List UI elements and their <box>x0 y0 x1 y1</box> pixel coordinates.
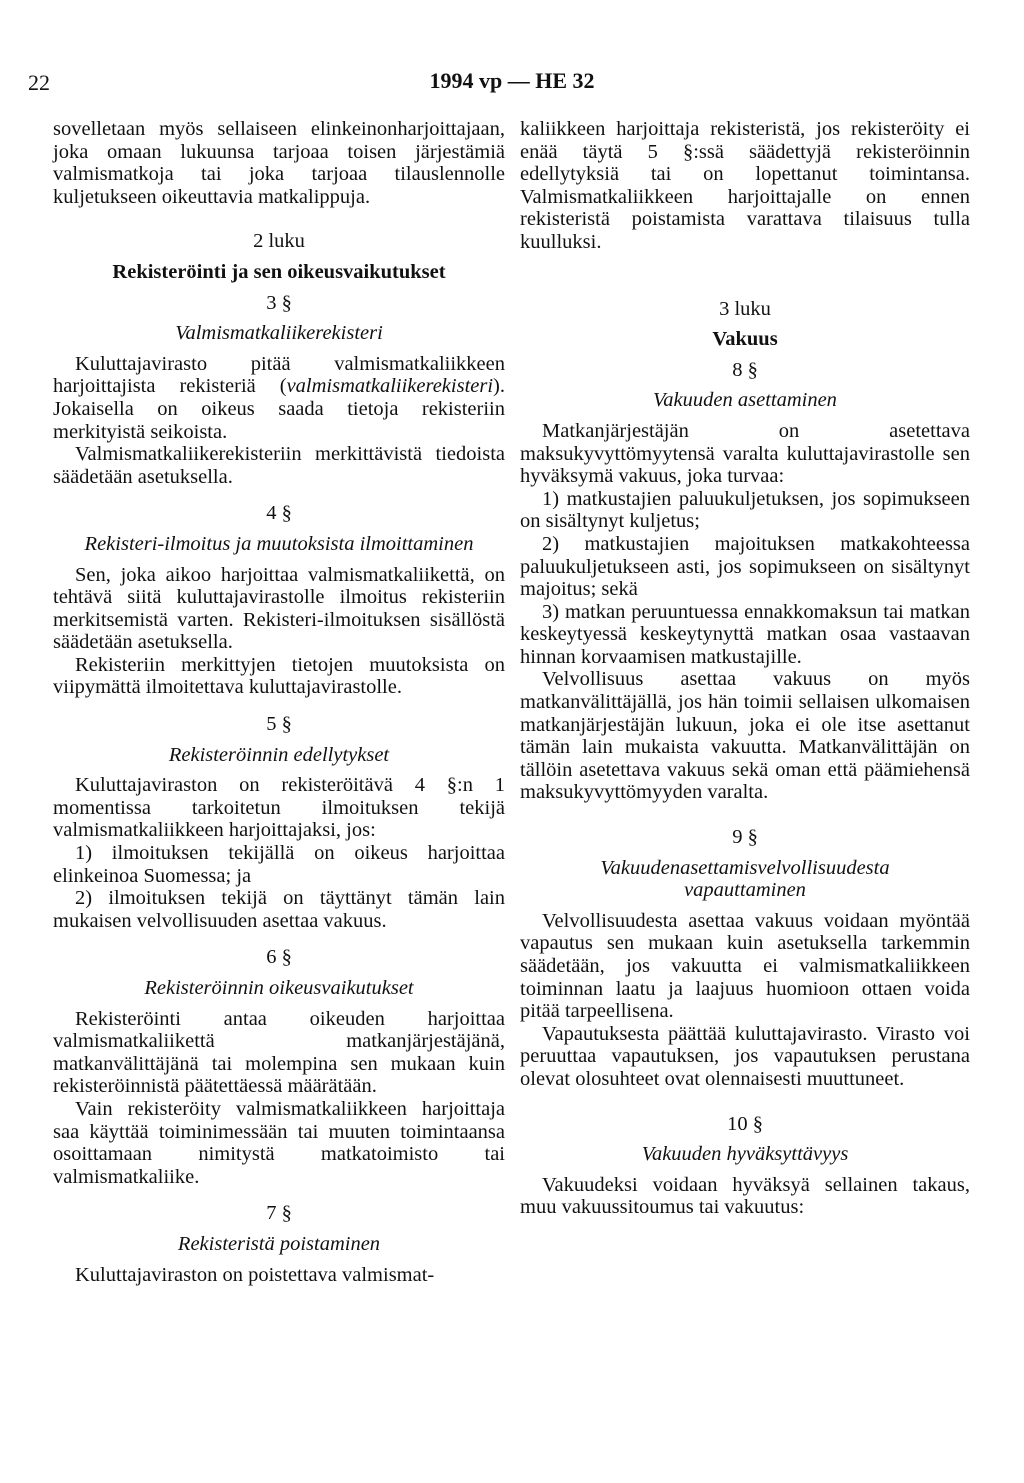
section-5-item-2: 2) ilmoituksen tekijä on täyttänyt tämän lain mukaisen velvollisuuden asettaa vakuus. <box>53 887 505 932</box>
section-6-number: 6 § <box>266 946 292 969</box>
section-10-title: Vakuuden hyväksyttävyys <box>641 1143 849 1166</box>
section-7-number: 7 § <box>266 1202 292 1225</box>
section-4-title: Rekisteri-ilmoitus ja muutoksista ilmoittaminen <box>84 532 474 555</box>
section-3-text-b: ). Jokaisella on oikeus saada tietoja rekisteriin merkityistä seikoista. <box>53 375 505 443</box>
section-4-paragraph-1: Sen, joka aikoo harjoittaa valmismatkaliikettä, on tehtävä siitä kuluttajavirastolle ilmoitus rekisteriin merkitsemistä varten. Rekisteri-ilmoituksen sisällöstä säädetään asetuksella. <box>53 563 505 654</box>
section-3-text-a: Kuluttajavirasto pitää valmismatkaliikkeen harjoittajista rekisteriä ( <box>53 352 505 398</box>
running-title: 1994 vp — HE 32 <box>429 68 595 93</box>
section-7-title: Rekisteristä poistaminen <box>177 1232 381 1255</box>
chapter-3-number: 3 luku <box>719 297 771 320</box>
section-5-item-1: 1) ilmoituksen tekijällä on oikeus harjoittaa elinkeinoa Suomessa; ja <box>53 842 505 887</box>
section-8-item-3: 3) matkan peruuntuessa ennakkomaksun tai matkan keskeytyessä keskeytynyttä matkan osaa vastaavan hinnan korvaamisen matkustajille. <box>520 600 970 668</box>
section-4-paragraph-2: Rekisteriin merkittyjen tietojen muutoksista on viipymättä ilmoitettava kuluttajavirastolle. <box>53 653 505 699</box>
section-5-number: 5 § <box>266 713 292 736</box>
right-column <box>520 118 970 1219</box>
section-3-italic-term: valmismatkaliikerekisteri <box>286 375 494 398</box>
section-6-paragraph-1: Rekisteröinti antaa oikeuden harjoittaa valmismatkaliikettä matkanjärjestäjänä, matkanvälittäjänä tai molempina sen mukaan kuin rekisteröinnistä päätettäessä määrätään. <box>53 1007 505 1098</box>
page-number: 22 <box>28 70 50 95</box>
section-5-title: Rekisteröinnin edellytykset <box>168 743 390 766</box>
section-8-item-2: 2) matkustajien majoituksen matkakohteessa paluukuljetukseen asti, jos sopimukseen on sisältynyt majoitus; sekä <box>520 532 970 601</box>
continued-paragraph: kaliikkeen harjoittaja rekisteristä, jos rekisteröity ei enää täytä 5 §:ssä säädettyjä rekisteröinnin edellytyksiä tai on lopettanut toimintansa. Valmismatkaliikkeen harjoittajalle on ennen rekisteristä poistamista varattava tilaisuus tulla kuulluksi. <box>520 118 970 253</box>
section-9-paragraph-1: Velvollisuudesta asettaa vakuus voidaan myöntää vapautus sen mukaan kuin asetuksella tarkemmin säädetään, jos vakuutta ei valmismatkaliikkeen toiminnan laatu ja laajuus huomioon ottaen voida pitää tarpeellisena. <box>520 909 970 1023</box>
section-6-title: Rekisteröinnin oikeusvaikutukset <box>144 977 414 999</box>
section-3-paragraph-2: Valmismatkaliikerekisteriin merkittävistä tiedoista säädetään asetuksella. <box>53 443 505 488</box>
section-7-paragraph-1: Kuluttajaviraston on poistettava valmismat- <box>75 1263 435 1286</box>
section-10-number: 10 § <box>727 1112 763 1135</box>
section-8-paragraph-1: Matkanjärjestäjän on asetettava maksukyvyttömyytensä varalta kuluttajavirastolle sen hyväksymä vakuus, joka turvaa: <box>520 419 970 488</box>
chapter-2-number: 2 luku <box>253 230 305 253</box>
section-9-title-line-2: vapauttaminen <box>684 879 806 902</box>
left-column <box>53 118 505 1286</box>
section-8-title: Vakuuden asettaminen <box>653 389 837 412</box>
section-3-title: Valmismatkaliikerekisteri <box>175 322 383 345</box>
section-8-number: 8 § <box>732 358 758 381</box>
section-9-number: 9 § <box>732 826 758 849</box>
section-9-title-line-1: Vakuudenasettamisvelvollisuudesta <box>600 856 890 879</box>
section-4-number: 4 § <box>266 502 292 525</box>
section-6-paragraph-2: Vain rekisteröity valmismatkaliikkeen harjoittaja saa käyttää toiminimessään tai muuten toimintaansa osoittamaan nimitystä matkatoimisto tai valmismatkaliike. <box>53 1097 505 1188</box>
chapter-3-title: Vakuus <box>712 328 778 351</box>
section-3-number: 3 § <box>266 291 292 314</box>
section-8-paragraph-2: Velvollisuus asettaa vakuus on myös matkanvälittäjällä, jos hän toimii sellaisen ulkomaisen matkanjärjestäjän lukuun, joka ei ole itse asettanut tämän lain mukaista vakuutta. Matkanvälittäjän on tällöin asetettava vakuus sekä oman että päämiehensä maksukyvyttömyyden varalta. <box>520 668 970 804</box>
intro-paragraph: sovelletaan myös sellaiseen elinkeinonharjoittajaan, joka omaan lukuunsa tarjoaa toisen järjestämiä valmismatkoja tai joka tarjoaa tilauslennolle kuljetukseen oikeuttavia matkalippuja. <box>53 118 505 208</box>
section-5-paragraph-1: Kuluttajaviraston on rekisteröitävä 4 §:n 1 momentissa tarkoitetun ilmoituksen tekijä valmismatkaliikkeen harjoittajaksi, jos: <box>53 774 505 842</box>
section-10-paragraph-1: Vakuudeksi voidaan hyväksyä sellainen takaus, muu vakuussitoumus tai vakuutus: <box>520 1173 970 1219</box>
section-3-paragraph-1 <box>53 353 505 443</box>
section-9-paragraph-2: Vapautuksesta päättää kuluttajavirasto. Virasto voi peruuttaa vapautuksen, jos vapautuksen perustana olevat olosuhteet ovat olennaisesti muuttuneet. <box>520 1022 970 1090</box>
section-8-item-1: 1) matkustajien paluukuljetuksen, jos sopimukseen on sisältynyt kuljetus; <box>520 487 970 533</box>
chapter-2-title: Rekisteröinti ja sen oikeusvaikutukset <box>112 260 446 283</box>
